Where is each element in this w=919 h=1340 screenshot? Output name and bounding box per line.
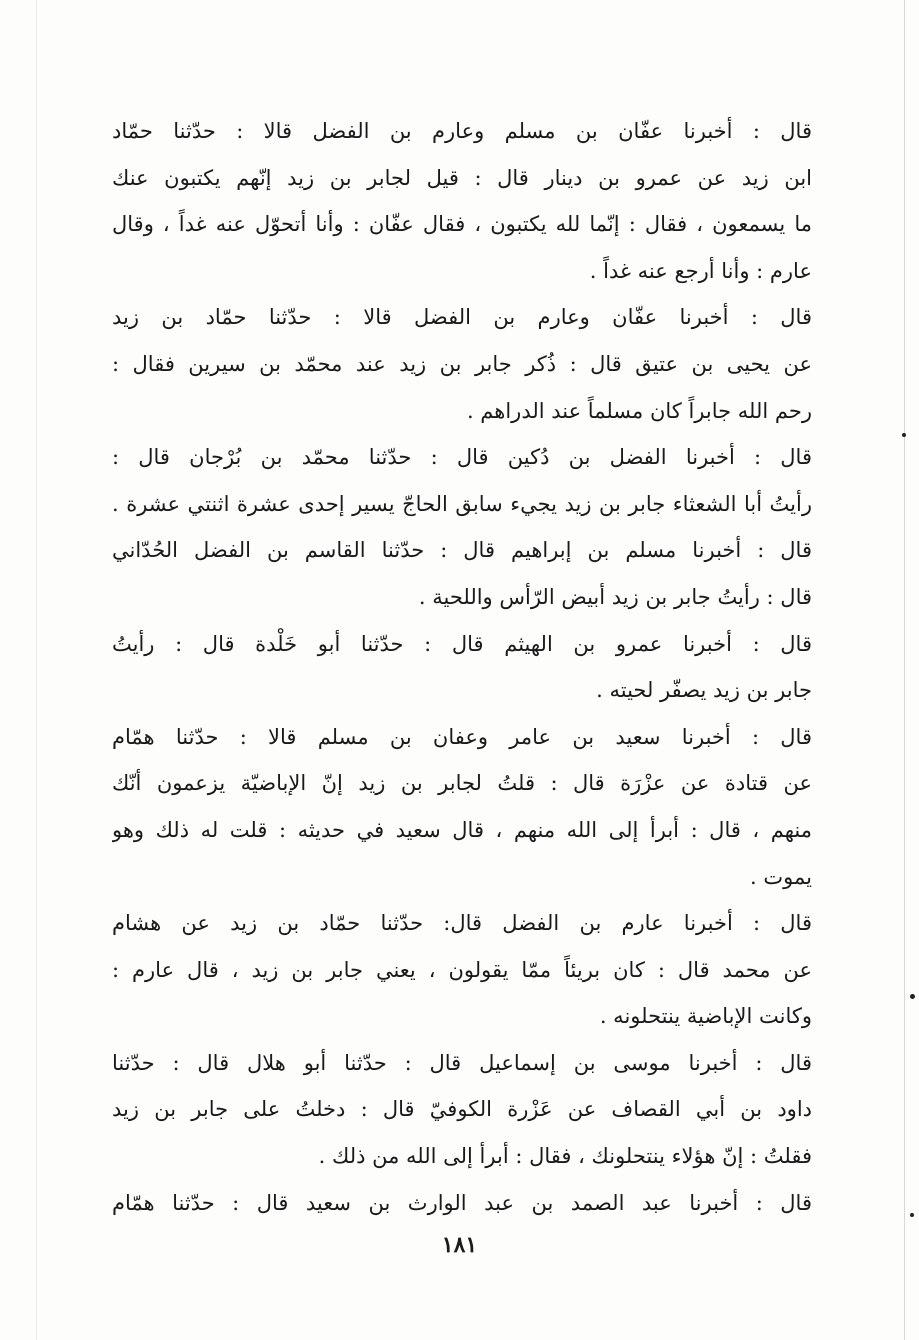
page-body-text xyxy=(112,108,812,1226)
text-line: قال : رأيتُ جابر بن زيد أبيض الرّأس واللحية . xyxy=(418,584,812,609)
text-line: فقلتُ : إنّ هؤلاء ينتحلونك ، فقال : أبرأ إلى الله من ذلك . xyxy=(318,1144,812,1169)
scan-edge-right xyxy=(904,0,905,1340)
text-line: قال : أخبرنا عارم بن الفضل قال: حدّثنا حمّاد بن زيد عن هشام xyxy=(112,911,812,936)
text-line: عارم : وأنا أرجع عنه غداً . xyxy=(589,258,812,283)
text-line: ابن زيد عن عمرو بن دينار قال : قيل لجابر بن زيد إنّهم يكتبون عنك xyxy=(112,165,812,190)
text-line: داود بن أبي القصاف عن عَزْرة الكوفيّ قال : دخلتُ على جابر بن زيد xyxy=(112,1097,812,1122)
text-line: قال : أخبرنا عفّان بن مسلم وعارم بن الفضل قالا : حدّثنا حمّاد xyxy=(112,119,812,143)
page-number: ١٨١ xyxy=(441,1232,478,1258)
text-line: قال : أخبرنا سعيد بن عامر وعفان بن مسلم قالا : حدّثنا همّام xyxy=(112,724,812,749)
text-line: قال : أخبرنا عمرو بن الهيثم قال : حدّثنا أبو خَلْدة قال : رأيتُ xyxy=(112,631,812,656)
text-line: قال : أخبرنا عبد الصمد بن عبد الوارث بن سعيد قال : حدّثنا همّام xyxy=(112,1190,812,1215)
text-line: رأيتُ أبا الشعثاء جابر بن زيد يجيء سابق الحاجّ يسير إحدى عشرة اثنتي عشرة . xyxy=(112,491,812,516)
text-line: قال : أخبرنا الفضل بن دُكين قال : حدّثنا محمّد بن بُرْجان قال : xyxy=(112,445,812,470)
text-line: جابر بن زيد يصفّر لحيته . xyxy=(596,678,812,703)
scan-speck xyxy=(910,994,915,999)
text-line: عن محمد قال : كان بريئاً ممّا يقولون ، يعني جابر بن زيد ، قال عارم : xyxy=(112,957,812,982)
scan-edge-left xyxy=(36,0,37,1340)
text-line: قال : أخبرنا مسلم بن إبراهيم قال : حدّثنا القاسم بن الفضل الحُدّاني xyxy=(112,538,812,563)
text-line: وكانت الإباضية ينتحلونه . xyxy=(599,1004,812,1029)
scan-speck xyxy=(902,433,906,437)
text-line: ما يسمعون ، فقال : إنّما لله يكتبون ، فقال عفّان : وأنا أتحوّل عنه غداً ، وقال xyxy=(112,212,812,237)
text-line: عن يحيى بن عتيق قال : ذُكر جابر بن زيد عند محمّد بن سيرين فقال : xyxy=(112,351,812,376)
text-line: منهم ، قال : أبرأ إلى الله منهم ، قال سعيد في حديثه : قلت له ذلك وهو xyxy=(112,817,812,842)
text-line: رحم الله جابراً كان مسلماً عند الدراهم . xyxy=(466,398,812,423)
text-line: عن قتادة عن عزْرَة قال : قلتُ لجابر بن زيد إنّ الإباضيّة يزعمون أنّك xyxy=(112,771,812,796)
text-line: قال : أخبرنا موسى بن إسماعيل قال : حدّثنا أبو هلال قال : حدّثنا xyxy=(112,1050,812,1075)
text-line: قال : أخبرنا عفّان وعارم بن الفضل قالا : حدّثنا حمّاد بن زيد xyxy=(112,305,812,330)
text-line: يموت . xyxy=(750,864,812,889)
scan-speck xyxy=(910,1213,914,1217)
